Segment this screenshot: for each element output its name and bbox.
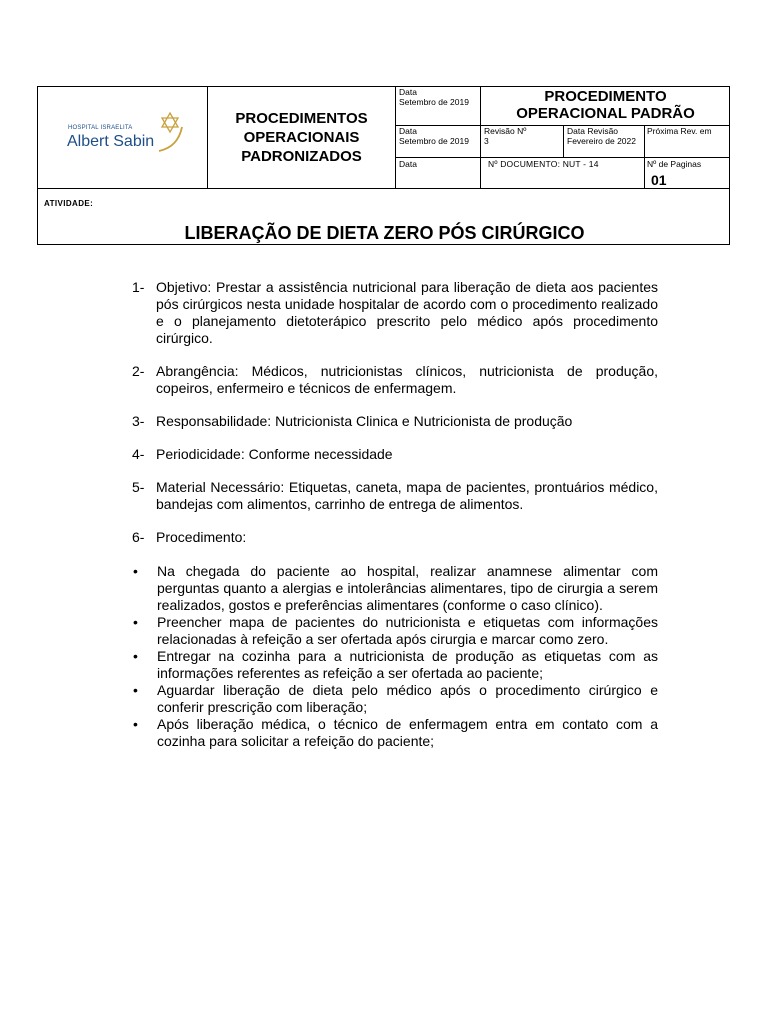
revisao-label: Revisão Nº xyxy=(484,126,527,136)
bullet-dot-icon: • xyxy=(133,682,138,698)
data-revisao-value: Fevereiro de 2022 xyxy=(567,135,636,146)
divider xyxy=(644,125,645,188)
item-number: 6- xyxy=(132,529,145,545)
document-header xyxy=(37,86,730,245)
pp-title xyxy=(208,87,395,188)
bullet-item xyxy=(132,682,658,716)
header-divider xyxy=(38,188,729,189)
item-number: 2- xyxy=(132,363,145,379)
divider xyxy=(563,125,564,157)
data-value: Setembro de 2019 xyxy=(399,96,469,107)
bullet-text: Na chegada do paciente ao hospital, realizar anamnese alimentar com perguntas quanto a alergias e intolerâncias alimentares, tipo de cirurgia a serem realizados, gostos e preferências alimentares (conforme o caso clínico). xyxy=(157,563,658,613)
item-number: 5- xyxy=(132,479,145,495)
bullet-item xyxy=(132,648,658,682)
list-item xyxy=(132,413,658,430)
document-body xyxy=(132,279,658,750)
bullet-item xyxy=(132,716,658,750)
item-number: 4- xyxy=(132,446,145,462)
bullet-dot-icon: • xyxy=(133,716,138,732)
proxima-rev-label: Próxima Rev. em xyxy=(647,126,712,136)
item-text: Abrangência: Médicos, nutricionistas clínicos, nutricionista de produção, copeiros, enfermeiro e técnicos de enfermagem. xyxy=(156,363,658,396)
list-item xyxy=(132,363,658,397)
bullet-dot-icon: • xyxy=(133,648,138,664)
bullet-text: Aguardar liberação de dieta pelo médico após o procedimento cirúrgico e conferir prescrição com liberação; xyxy=(157,682,658,715)
divider xyxy=(395,87,396,188)
data-label: Data xyxy=(399,126,417,136)
logo-hospital-line: HOSPITAL ISRAELITA xyxy=(68,125,133,131)
item-number: 3- xyxy=(132,413,145,429)
atividade-label: ATIVIDADE: xyxy=(44,199,94,208)
list-item xyxy=(132,446,658,463)
data-cell-3 xyxy=(399,160,477,170)
proxima-rev-cell xyxy=(647,127,729,137)
bullet-text: Entregar na cozinha para a nutricionista de produção as etiquetas com as informações referentes as refeição a ser ofertada ao paciente; xyxy=(157,648,658,681)
bullet-dot-icon: • xyxy=(133,614,138,630)
data-revisao-label: Data Revisão xyxy=(567,126,619,136)
logo-hospital-name: Albert Sabin xyxy=(67,133,155,150)
data-cell-2 xyxy=(399,127,477,146)
pop-title-line: PROCEDIMENTO xyxy=(544,88,667,105)
bullet-item xyxy=(132,614,658,648)
divider xyxy=(395,157,729,158)
data-label: Data xyxy=(399,87,417,97)
item-text: Periodicidade: Conforme necessidade xyxy=(156,446,393,462)
item-text: Responsabilidade: Nutricionista Clinica e Nutricionista de produção xyxy=(156,413,573,429)
paginas-cell xyxy=(647,160,729,170)
data-label: Data xyxy=(399,159,417,169)
data-revisao-cell xyxy=(567,127,642,146)
data-value: Setembro de 2019 xyxy=(399,135,469,146)
bullet-dot-icon: • xyxy=(133,563,138,579)
item-text: Procedimento: xyxy=(156,529,247,545)
pp-title-line: PROCEDIMENTOS xyxy=(235,110,368,127)
bullet-text: Preencher mapa de pacientes do nutricionista e etiquetas com informações relacionadas à refeição a ser ofertada após cirurgia e marcar como zero. xyxy=(157,614,658,647)
procedure-bullets xyxy=(132,563,658,750)
paginas-value: 01 xyxy=(651,172,667,188)
data-cell-1 xyxy=(399,88,477,107)
bullet-item xyxy=(132,563,658,614)
revisao-value: 3 xyxy=(484,135,489,146)
item-text: Objetivo: Prestar a assistência nutricional para liberação de dieta aos pacientes pós cirúrgicos nesta unidade hospitalar de acordo com o procedimento realizado e o planejamento dietoterápico prescrito pelo médico após procedimento cirúrgico. xyxy=(156,279,658,346)
bullet-text: Após liberação médica, o técnico de enfermagem entra em contato com a cozinha para solicitar a refeição do paciente; xyxy=(157,716,658,749)
document-title: LIBERAÇÃO DE DIETA ZERO PÓS CIRÚRGICO xyxy=(184,223,585,243)
list-item xyxy=(132,529,658,546)
item-number: 1- xyxy=(132,279,145,295)
hospital-logo xyxy=(38,87,207,188)
pp-title-line: PADRONIZADOS xyxy=(241,148,362,165)
pop-title xyxy=(481,88,730,122)
list-item xyxy=(132,279,658,347)
list-item xyxy=(132,479,658,513)
star-of-david-arc-icon xyxy=(156,109,188,157)
revisao-cell xyxy=(484,127,560,146)
pp-title-line: OPERACIONAIS xyxy=(243,129,360,146)
pop-title-line: OPERACIONAL PADRÃO xyxy=(516,105,695,122)
paginas-label: Nº de Paginas xyxy=(647,159,702,169)
documento-label: Nº DOCUMENTO: NUT - 14 xyxy=(488,159,599,169)
documento-cell xyxy=(488,160,643,170)
item-text: Material Necessário: Etiquetas, caneta, mapa de pacientes, prontuários médico, bandejas com alimentos, carrinho de entrega de alimentos. xyxy=(156,479,658,512)
